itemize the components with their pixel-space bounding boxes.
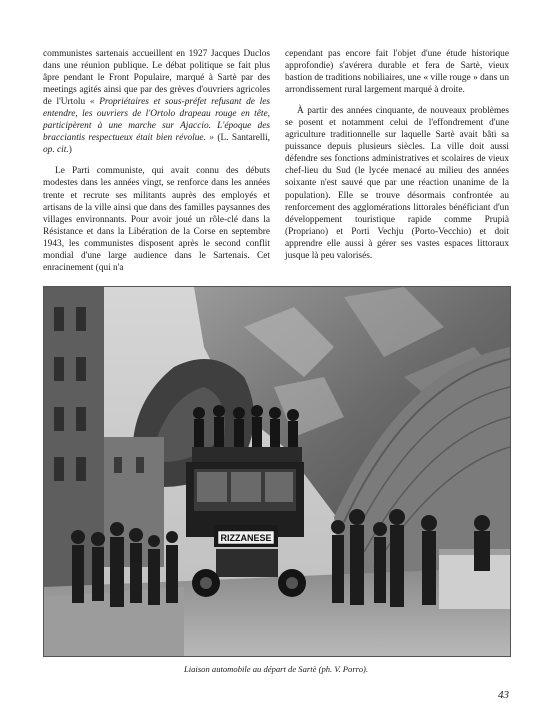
quotation: « Propriétaires et sous-préfet refusant de les entendre, les ouvriers de l'Ortolo drapeau rouge en tête, participèrent à une marche sur Ajaccio. L'époque des bracciantis respectueux était bien révolue. » bbox=[43, 97, 270, 144]
page-number: 43 bbox=[498, 689, 509, 701]
historical-photograph bbox=[43, 286, 511, 657]
photo-caption: Liaison automobile au départ de Sartè (ph. V. Porro). bbox=[183, 664, 369, 674]
text-column-right bbox=[285, 48, 509, 262]
paragraph: À partir des années cinquante, de nouveaux problèmes se posent et notamment celui de l'effondrement d'une agriculture traditionnelle sur laquelle Sartè avait bâti sa puissance depuis plusieurs siècles. La ville doit aussi défendre ses fonctions administratives et scolaires de vieux chef-lieu du Sud (le lycée menacé au milieu des années soixante n'est sauvé que par une réaction unanime de la population). Elle se trouve désormais confrontée au renforcement des agglomérations littorales bénéficiant d'un développement touristique rapide comme Prupià (Propriano) et Porti Vechju (Porto-Vecchio) et doit apprendre elle aussi à gérer ses vastes espaces littoraux jusque là peu valorisés. bbox=[285, 106, 509, 261]
paragraph-text: communistes sartenais accueillent en 1927 Jacques Duclos dans une réunion publique. Le débat politique se fait plus âpre pendant le Front Populaire, marqué à Sartè par des meetings agités ainsi que par des grèves d'ouvriers agricoles de l'Urtolu bbox=[43, 49, 270, 108]
bus-sign-text: RIZZANESE bbox=[220, 533, 272, 543]
text-column-left bbox=[43, 48, 270, 274]
paragraph: cependant pas encore fait l'objet d'une étude historique approfondie) s'avérera durable et fera de Sartè, vieux bastion de traditions nobiliaires, une « ville rouge » dans un arrondissement rural largement marqué à droite. bbox=[285, 49, 509, 96]
bus-departure-illustration bbox=[44, 287, 510, 656]
paragraph: Le Parti communiste, qui avait connu des débuts modestes dans les années vingt, se renforce dans les années trente et recrute ses militants auprès des employés et artisans de la ville ainsi que dans des familles paysannes des villages environnants. Pour avoir joué un rôle-clé dans la Résistance et dans la Libération de la Corse en septembre 1943, les communistes disposent après le second conflit mondial d'une large audience dans le Sartenais. Cet enracinement (qui n'a bbox=[43, 166, 270, 273]
paragraph bbox=[43, 48, 270, 156]
citation-close: ) bbox=[68, 145, 72, 156]
citation-reference: op. cit. bbox=[43, 145, 69, 156]
citation-text: (L. Santarelli, bbox=[213, 133, 271, 144]
